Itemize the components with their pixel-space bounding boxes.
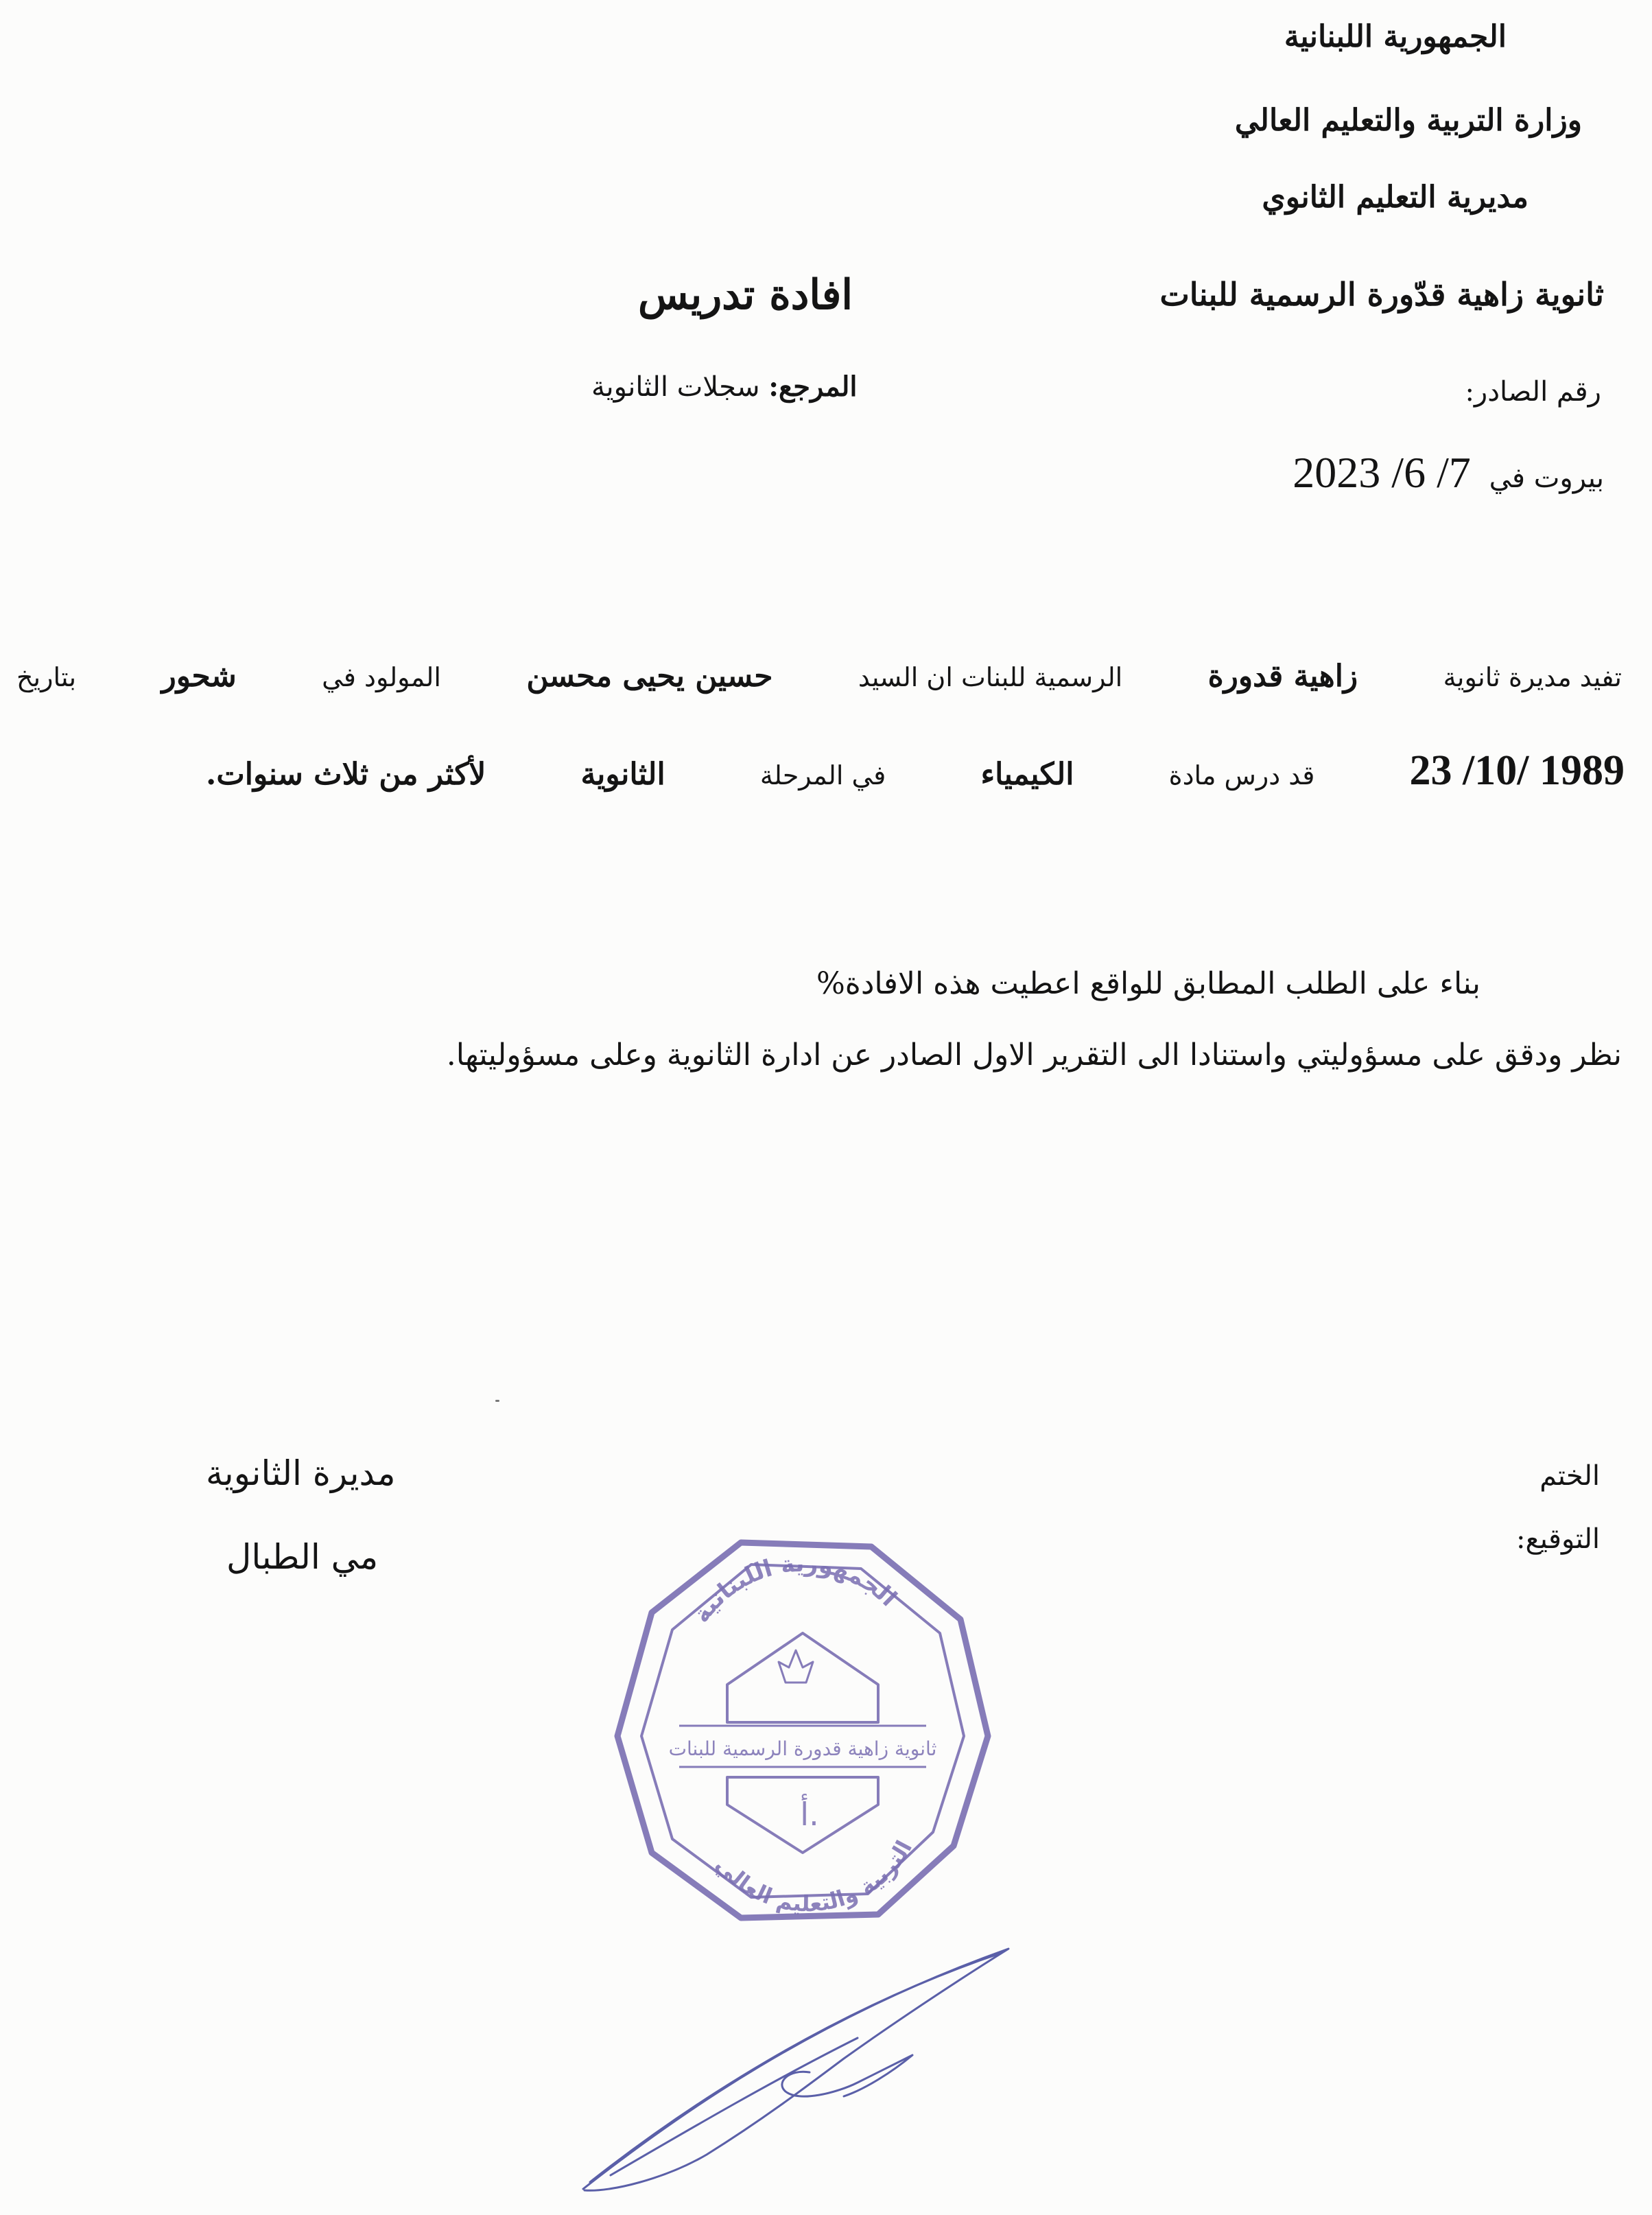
date-line: [1293, 447, 1604, 498]
body-text: تفيد مديرة ثانوية: [1443, 662, 1622, 692]
closing-line-2: نظر ودقق على مسؤوليتي واستنادا الى التقرير الاول الصادر عن ادارة الثانوية وعلى مسؤوليتها.: [446, 1038, 1622, 1073]
principal-name: مي الطبال: [226, 1537, 379, 1577]
birthplace: شحور: [161, 659, 237, 694]
reference: [591, 371, 858, 403]
school-name: ثانوية زاهية قدّورة الرسمية للبنات: [1159, 276, 1604, 313]
official-stamp: [604, 1530, 1002, 1928]
stamp-graphic: [604, 1530, 1002, 1928]
seal-label: الختم: [1539, 1460, 1600, 1492]
handwritten-signature: [569, 1935, 1022, 2196]
issue-date: 2023 /6 /7: [1293, 448, 1471, 497]
body-text: قد درس مادة: [1168, 760, 1315, 790]
header-directorate: مديرية التعليم الثانوي: [1262, 180, 1529, 215]
stamp-inner-text: ثانوية زاهية قدورة الرسمية للبنات: [668, 1737, 937, 1760]
stamp-bottom-text-path: التربية والتعليم العالي: [710, 1836, 918, 1917]
birth-date: 23 /10/ 1989: [1409, 747, 1625, 794]
signature-graphic: [569, 1935, 1022, 2196]
subject: الكيمياء: [980, 757, 1074, 792]
header-republic: الجمهورية اللبنانية: [1284, 19, 1507, 54]
stamp-outer-text-path: الجمهورية اللبنانية: [687, 1549, 902, 1628]
closing-line-1: بناء على الطلب المطابق للواقع اعطيت هذه الافادة%: [816, 966, 1480, 1001]
issue-number-label: رقم الصادر:: [1465, 376, 1601, 408]
body-line-2: [206, 747, 1625, 795]
body-text: بتاريخ: [16, 662, 77, 692]
body-line-1: [16, 659, 1622, 694]
body-text: في المرحلة: [759, 760, 886, 790]
signature-label: التوقيع:: [1516, 1523, 1600, 1555]
ink-speck: [495, 1400, 499, 1402]
reference-value: سجلات الثانوية: [591, 371, 760, 403]
teacher-name: حسين يحيى محسن: [526, 659, 773, 694]
body-text: المولود في: [322, 662, 441, 692]
place-label: بيروت في: [1489, 462, 1604, 494]
school-short-name: زاهية قدورة: [1207, 659, 1358, 694]
header-ministry: وزارة التربية والتعليم العالي: [1234, 103, 1582, 138]
principal-title: مديرة الثانوية: [206, 1453, 396, 1493]
document-title: افادة تدريس: [638, 271, 853, 319]
stage: الثانوية: [580, 757, 665, 792]
stamp-center-mark: أ.: [800, 1796, 819, 1833]
reference-label: المرجع:: [768, 371, 858, 403]
duration: لأكثر من ثلاث سنوات.: [206, 757, 486, 792]
body-text: الرسمية للبنات ان السيد: [858, 662, 1123, 692]
